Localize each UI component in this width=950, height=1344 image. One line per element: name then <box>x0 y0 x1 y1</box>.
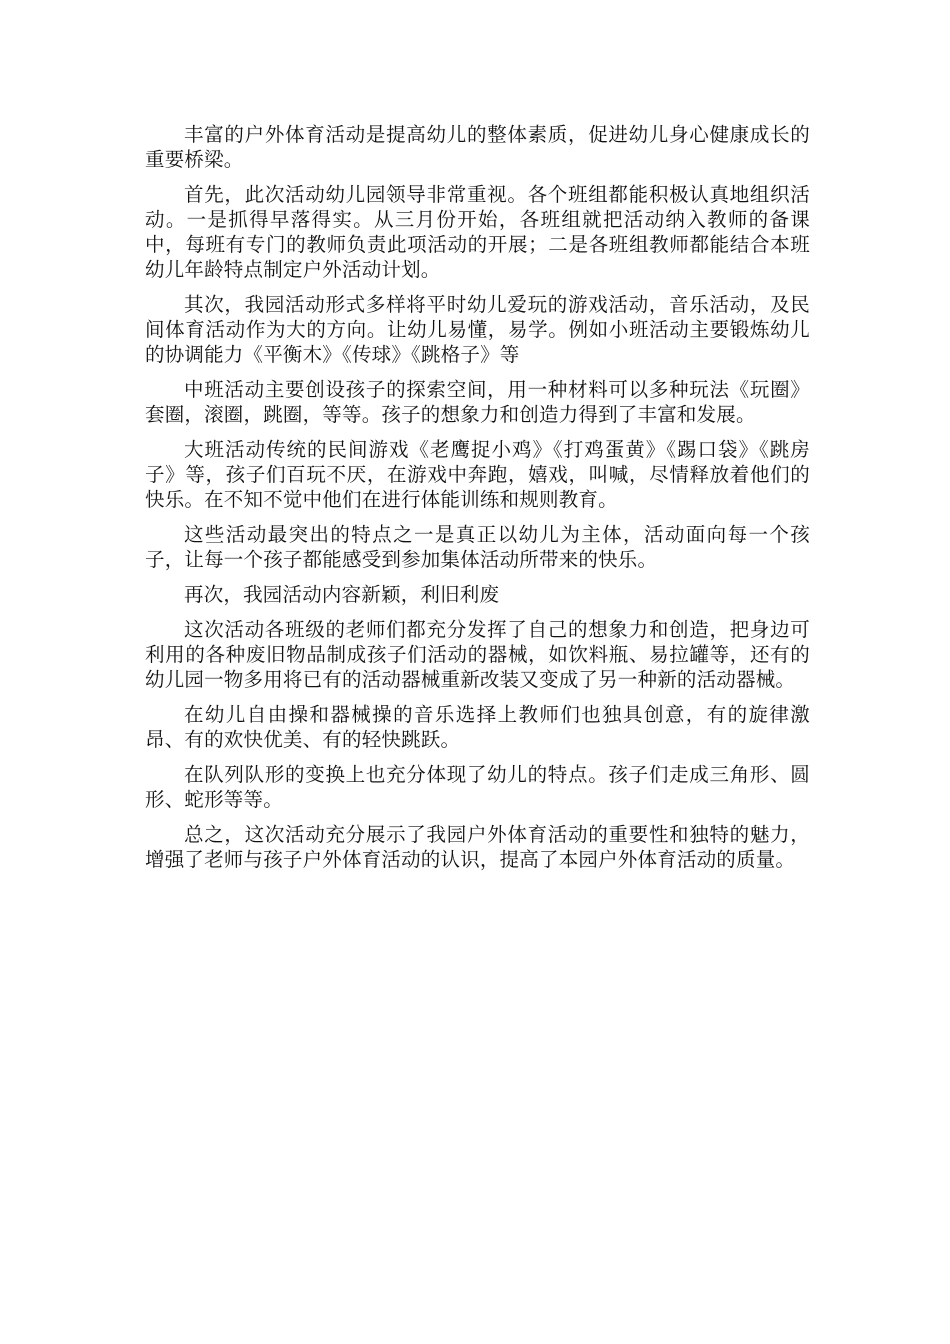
paragraph-conclusion: 总之，这次活动充分展示了我园户外体育活动的重要性和独特的魅力，增强了老师与孩子户外体育活动的认识，提高了本园户外体育活动的质量。 <box>145 823 810 871</box>
paragraph-activity-forms: 其次，我园活动形式多样将平时幼儿爱玩的游戏活动，音乐活动，及民间体育活动作为大的方向。让幼儿易懂，易学。例如小班活动主要锻炼幼儿的协调能力《平衡木》《传球》《跳格子》等 <box>145 293 810 366</box>
paragraph-music-choice: 在幼儿自由操和器械操的音乐选择上教师们也独具创意，有的旋律激昂、有的欢快优美、有的轻快跳跃。 <box>145 703 810 751</box>
paragraph-middle-class: 中班活动主要创设孩子的探索空间，用一种材料可以多种玩法《玩圈》套圈，滚圈，跳圈，等等。孩子的想象力和创造力得到了丰富和发展。 <box>145 378 810 426</box>
document-page <box>145 122 810 882</box>
paragraph-child-centered: 这些活动最突出的特点之一是真正以幼儿为主体，活动面向每一个孩子，让每一个孩子都能感受到参加集体活动所带来的快乐。 <box>145 523 810 571</box>
paragraph-intro: 丰富的户外体育活动是提高幼儿的整体素质，促进幼儿身心健康成长的重要桥梁。 <box>145 123 810 171</box>
paragraph-leadership: 首先，此次活动幼儿园领导非常重视。各个班组都能积极认真地组织活动。一是抓得早落得实。从三月份开始，各班组就把活动纳入教师的备课中，每班有专门的教师负责此项活动的开展；二是各班组教师都能结合本班幼儿年龄特点制定户外活动计划。 <box>145 183 810 281</box>
paragraph-content-novelty: 再次，我园活动内容新颖，利旧利废 <box>184 583 500 606</box>
paragraph-recycled-equipment: 这次活动各班级的老师们都充分发挥了自己的想象力和创造，把身边可利用的各种废旧物品制成孩子们活动的器械，如饮料瓶、易拉罐等，还有的幼儿园一物多用将已有的活动器械重新改装又变成了另一种新的活动器械。 <box>145 618 810 691</box>
paragraph-senior-class: 大班活动传统的民间游戏《老鹰捉小鸡》《打鸡蛋黄》《踢口袋》《跳房子》等，孩子们百玩不厌，在游戏中奔跑，嬉戏，叫喊，尽情释放着他们的快乐。在不知不觉中他们在进行体能训练和规则教育。 <box>145 438 810 511</box>
paragraph-formation: 在队列队形的变换上也充分体现了幼儿的特点。孩子们走成三角形、圆形、蛇形等等。 <box>145 763 810 811</box>
